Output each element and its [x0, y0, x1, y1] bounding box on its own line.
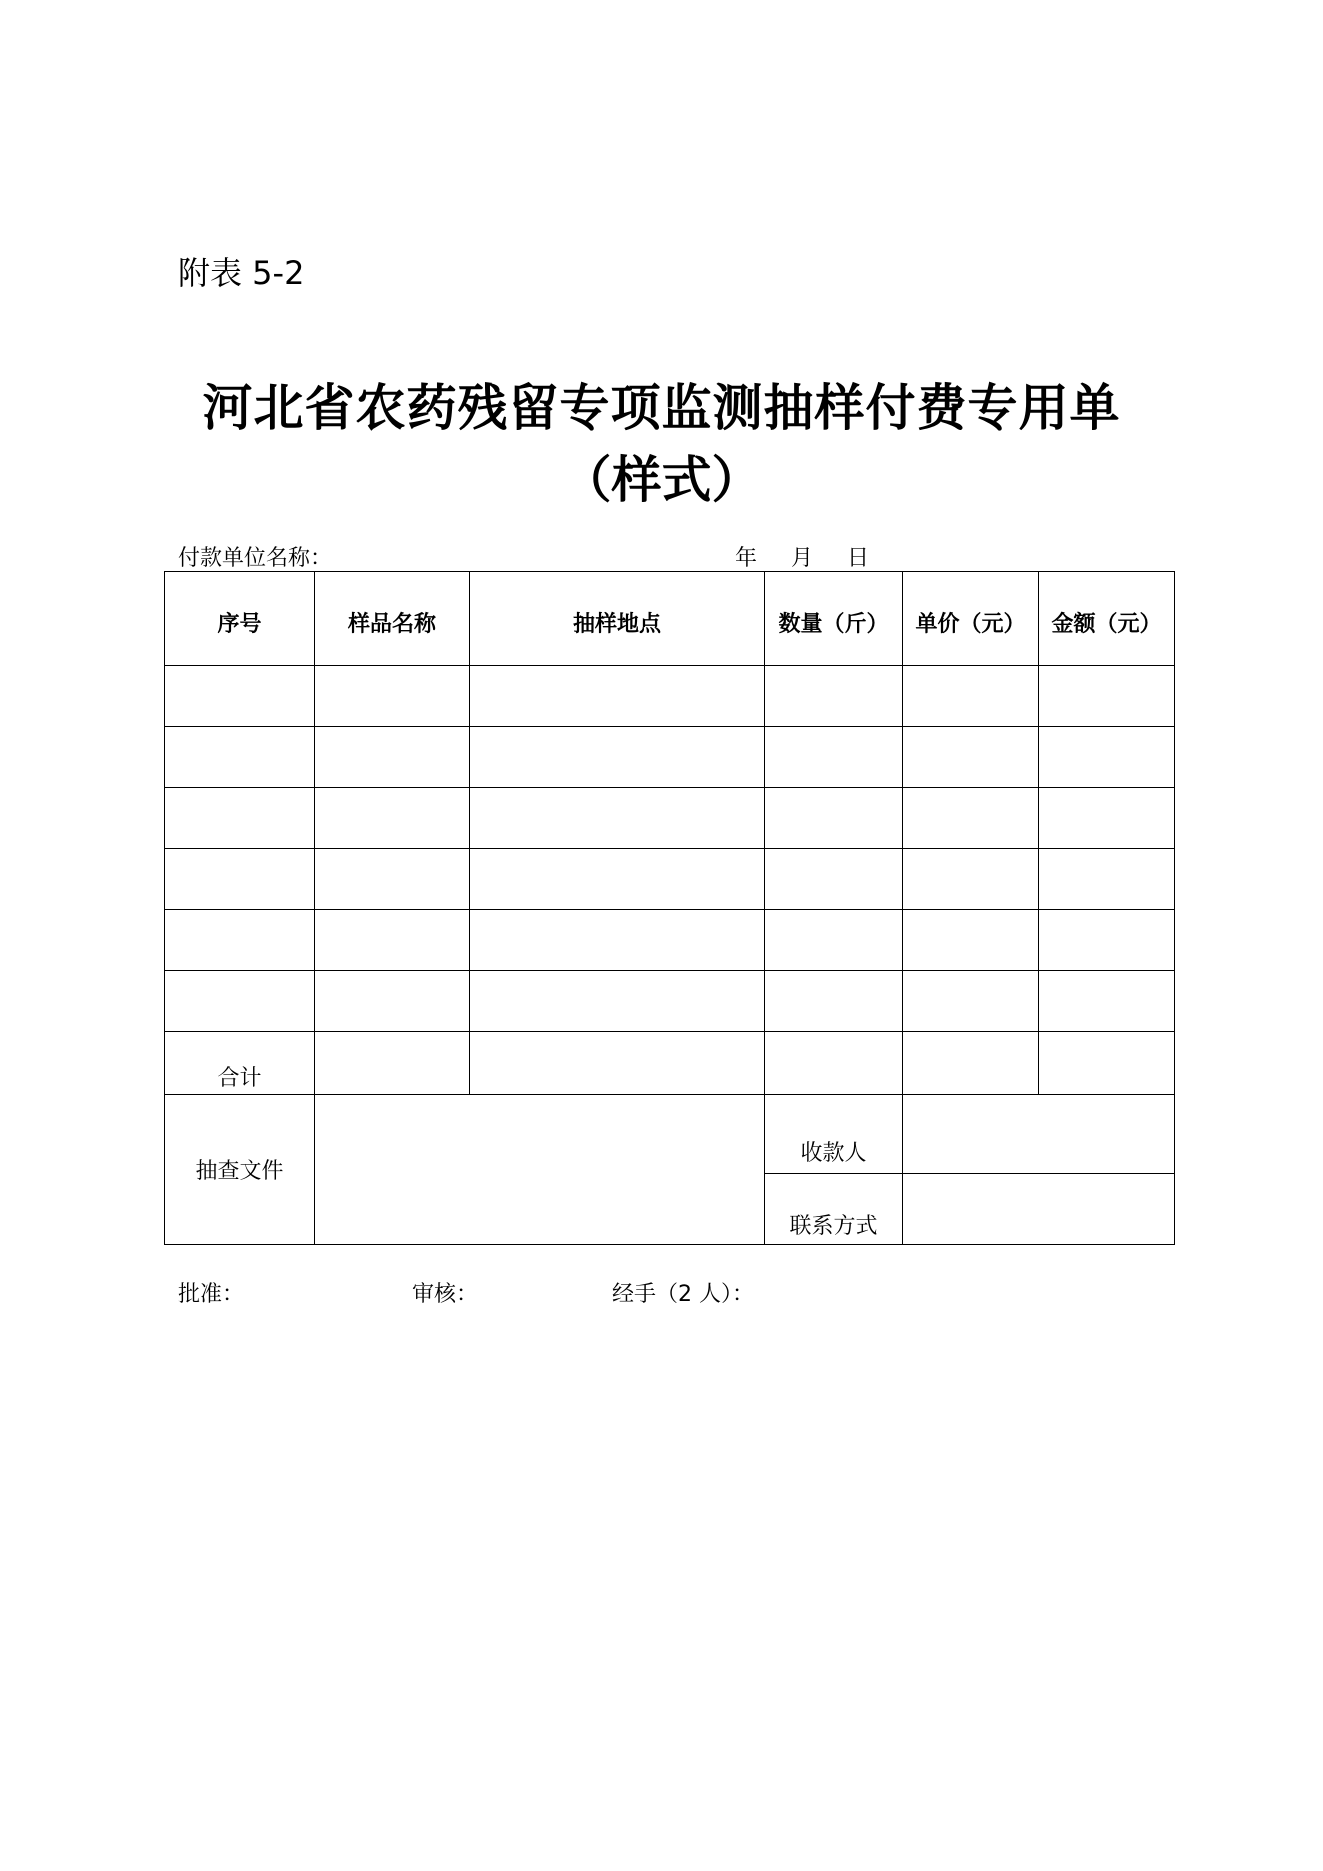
table-cell[interactable]: [165, 666, 315, 727]
document-title: 河北省农药残留专项监测抽样付费专用单: [202, 378, 1121, 437]
table-row: [165, 727, 1175, 788]
header-serial: 序号: [165, 572, 315, 666]
table-cell[interactable]: [470, 1032, 765, 1095]
table-cell[interactable]: [315, 727, 470, 788]
table-cell[interactable]: [165, 727, 315, 788]
table-cell[interactable]: [765, 666, 903, 727]
table-cell[interactable]: [315, 910, 470, 971]
handler-label: 经手（2 人）：: [612, 1282, 754, 1307]
table-cell[interactable]: [165, 971, 315, 1032]
table-cell[interactable]: [903, 910, 1039, 971]
table-row: [165, 788, 1175, 849]
table-cell[interactable]: [470, 727, 765, 788]
header-sampling-location: 抽样地点: [470, 572, 765, 666]
header-quantity: 数量（斤）: [765, 572, 903, 666]
payee-field[interactable]: [903, 1095, 1175, 1174]
date-month: 月: [791, 546, 814, 571]
table-cell[interactable]: [903, 971, 1039, 1032]
table-cell[interactable]: [470, 666, 765, 727]
table-cell[interactable]: [903, 788, 1039, 849]
table-cell[interactable]: [315, 1032, 470, 1095]
table-cell[interactable]: [470, 971, 765, 1032]
table-cell[interactable]: [765, 1032, 903, 1095]
table-cell[interactable]: [765, 910, 903, 971]
header-amount: 金额（元）: [1039, 572, 1175, 666]
contact-field[interactable]: [903, 1174, 1175, 1245]
header-unit-price: 单价（元）: [903, 572, 1039, 666]
table-header-row: [165, 572, 1175, 666]
review-label: 审核：: [412, 1282, 479, 1307]
table-cell[interactable]: [470, 849, 765, 910]
table-cell[interactable]: [165, 849, 315, 910]
payer-name-label: 付款单位名称：: [178, 546, 333, 571]
table-cell[interactable]: [470, 910, 765, 971]
table-cell[interactable]: [1039, 788, 1175, 849]
contact-label: 联系方式: [765, 1174, 903, 1245]
appendix-label: 附表 5-2: [178, 254, 305, 292]
header-sample-name: 样品名称: [315, 572, 470, 666]
table-cell[interactable]: [315, 788, 470, 849]
total-row: [165, 1032, 1175, 1095]
table-cell[interactable]: [1039, 1032, 1175, 1095]
date-year: 年: [735, 546, 758, 571]
table-cell[interactable]: [765, 849, 903, 910]
table-cell[interactable]: [315, 666, 470, 727]
table-cell[interactable]: [765, 727, 903, 788]
date-line: [735, 541, 903, 572]
table-cell[interactable]: [1039, 666, 1175, 727]
table-cell[interactable]: [903, 1032, 1039, 1095]
payment-form-table: [164, 571, 1175, 1245]
table-cell[interactable]: [903, 666, 1039, 727]
document-row: [165, 1095, 1175, 1174]
table-row: [165, 666, 1175, 727]
date-day: 日: [847, 546, 870, 571]
table-cell[interactable]: [1039, 849, 1175, 910]
total-label: 合计: [165, 1032, 315, 1095]
table-cell[interactable]: [1039, 727, 1175, 788]
table-cell[interactable]: [903, 727, 1039, 788]
table-cell[interactable]: [315, 971, 470, 1032]
table-cell[interactable]: [165, 788, 315, 849]
table-cell[interactable]: [470, 788, 765, 849]
table-row: [165, 971, 1175, 1032]
table-cell[interactable]: [315, 849, 470, 910]
payee-label: 收款人: [765, 1095, 903, 1174]
inspection-document-field[interactable]: [315, 1095, 765, 1245]
table-row: [165, 910, 1175, 971]
table-cell[interactable]: [165, 910, 315, 971]
table-row: [165, 849, 1175, 910]
table-cell[interactable]: [903, 849, 1039, 910]
table-cell[interactable]: [765, 971, 903, 1032]
approve-label: 批准：: [178, 1282, 245, 1307]
table-cell[interactable]: [1039, 910, 1175, 971]
table-cell[interactable]: [1039, 971, 1175, 1032]
inspection-document-label: 抽查文件: [165, 1095, 315, 1245]
document-subtitle: （样式）: [561, 450, 762, 509]
table-cell[interactable]: [765, 788, 903, 849]
